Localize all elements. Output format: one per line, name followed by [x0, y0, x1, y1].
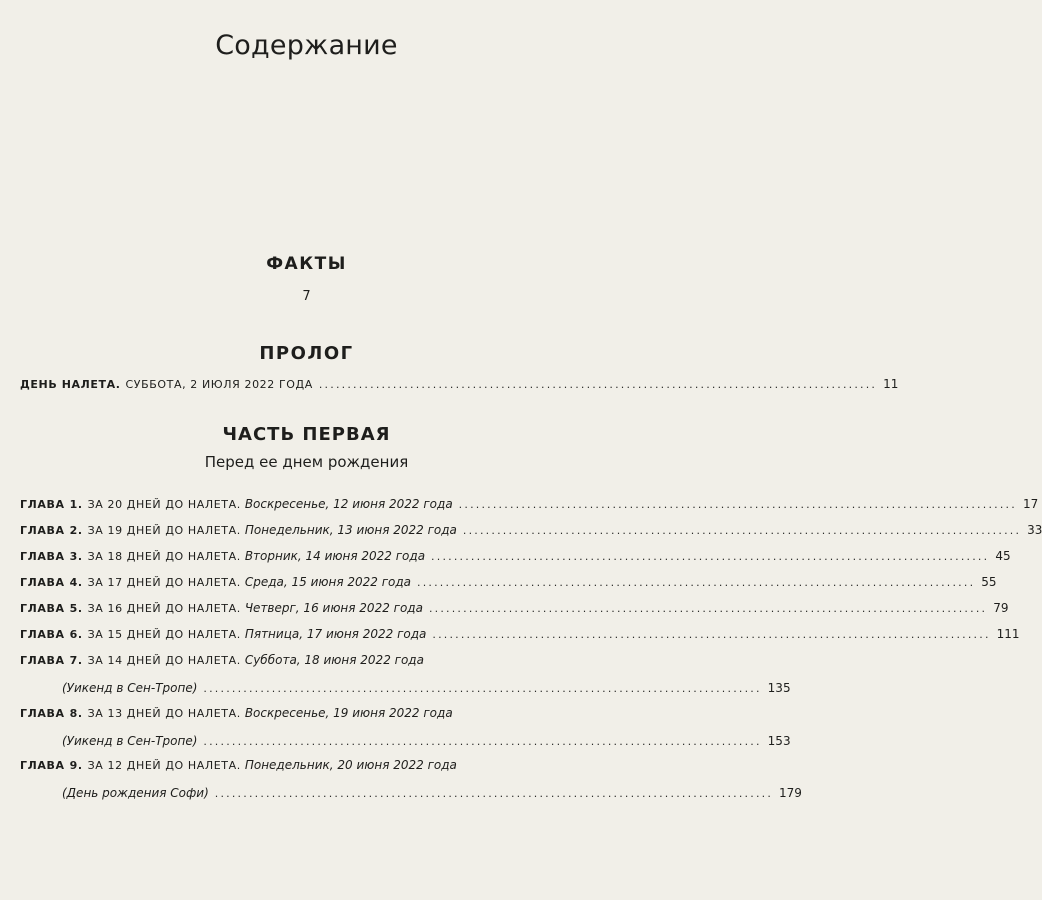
chapter-page: 17 — [1022, 497, 1039, 511]
leader-dots: .................................................................................................. — [428, 602, 988, 615]
chapter-days: ЗА 18 ДНЕЙ ДО НАЛЕТА. — [87, 550, 241, 563]
entry-label: ДЕНЬ НАЛЕТА. — [20, 378, 121, 391]
leader-dots: .................................................................................................. — [458, 498, 1017, 511]
chapter-subtitle: (Уикенд в Сен-Тропе) — [62, 734, 198, 748]
leader-dots: .................................................................................................. — [432, 628, 991, 641]
prolog-heading: ПРОЛОГ — [259, 343, 354, 364]
chapter-number: 3. — [69, 550, 83, 563]
toc-entry-chapter-9[interactable] — [20, 758, 547, 772]
toc-entry-chapter-4[interactable] — [20, 575, 997, 589]
toc-entry-chapter-9-continued[interactable] — [62, 786, 802, 800]
chapter-days: ЗА 17 ДНЕЙ ДО НАЛЕТА. — [87, 576, 241, 589]
chapter-page: 79 — [993, 601, 1009, 615]
chapter-date: Воскресенье, 19 июня 2022 года — [244, 706, 453, 720]
chapter-date: Суббота, 18 июня 2022 года — [244, 653, 424, 667]
chapter-label: ГЛАВА — [20, 576, 65, 589]
chapter-label: ГЛАВА — [20, 498, 65, 511]
facts-page-number: 7 — [302, 289, 311, 304]
leader-dots: .................................................................................................. — [203, 682, 762, 695]
chapter-label: ГЛАВА — [20, 654, 65, 667]
chapter-page: 153 — [767, 734, 791, 748]
chapter-page: 33 — [1027, 523, 1042, 537]
chapter-days: ЗА 15 ДНЕЙ ДО НАЛЕТА. — [87, 628, 241, 641]
chapter-date: Среда, 15 июня 2022 года — [244, 575, 411, 589]
chapter-subtitle: (День рождения Софи) — [62, 786, 209, 800]
chapter-number: 1. — [69, 498, 83, 511]
chapter-page: 55 — [981, 575, 997, 589]
chapter-date: Понедельник, 13 июня 2022 года — [244, 523, 457, 537]
toc-entry-chapter-7-continued[interactable] — [62, 681, 791, 695]
leader-dots: .................................................................................................. — [214, 787, 774, 800]
entry-page: 11 — [883, 377, 899, 391]
chapter-date: Понедельник, 20 июня 2022 года — [244, 758, 457, 772]
part-heading: ЧАСТЬ ПЕРВАЯ — [222, 424, 391, 445]
chapter-date: Пятница, 17 июня 2022 года — [244, 627, 427, 641]
chapter-subtitle: (Уикенд в Сен-Тропе) — [62, 681, 198, 695]
chapter-number: 4. — [69, 576, 83, 589]
toc-entry-chapter-8-continued[interactable] — [62, 734, 791, 748]
entry-text: СУББОТА, 2 ИЮЛЯ 2022 ГОДА — [125, 378, 313, 391]
chapter-number: 5. — [69, 602, 83, 615]
chapter-label: ГЛАВА — [20, 524, 65, 537]
chapter-number: 9. — [69, 759, 83, 772]
chapter-date: Воскресенье, 12 июня 2022 года — [244, 497, 453, 511]
facts-heading: ФАКТЫ — [266, 254, 347, 274]
chapter-label: ГЛАВА — [20, 628, 65, 641]
chapter-label: ГЛАВА — [20, 602, 65, 615]
chapter-days: ЗА 20 ДНЕЙ ДО НАЛЕТА. — [87, 498, 241, 511]
toc-entry-prolog[interactable] — [20, 377, 899, 391]
leader-dots: .................................................................................................. — [417, 576, 976, 589]
leader-dots: .................................................................................................. — [431, 550, 990, 563]
chapter-page: 135 — [767, 681, 791, 695]
chapter-days: ЗА 19 ДНЕЙ ДО НАЛЕТА. — [87, 524, 241, 537]
toc-entry-chapter-1[interactable] — [20, 497, 1039, 511]
chapter-days: ЗА 16 ДНЕЙ ДО НАЛЕТА. — [87, 602, 241, 615]
toc-entry-chapter-6[interactable] — [20, 627, 1020, 641]
toc-entry-chapter-8[interactable] — [20, 706, 547, 720]
leader-dots: .................................................................................................. — [203, 735, 762, 748]
chapter-label: ГЛАВА — [20, 550, 65, 563]
chapter-label: ГЛАВА — [20, 707, 65, 720]
part-subtitle: Перед ее днем рождения — [204, 453, 409, 471]
chapter-page: 179 — [779, 786, 802, 800]
page-title: Содержание — [215, 30, 398, 61]
chapter-days: ЗА 13 ДНЕЙ ДО НАЛЕТА. — [87, 707, 241, 720]
chapter-number: 7. — [69, 654, 83, 667]
leader-dots: .................................................................................................. — [462, 524, 1022, 537]
chapter-number: 8. — [69, 707, 83, 720]
chapter-date: Четверг, 16 июня 2022 года — [244, 601, 423, 615]
chapter-days: ЗА 12 ДНЕЙ ДО НАЛЕТА. — [87, 759, 241, 772]
chapter-date: Вторник, 14 июня 2022 года — [244, 549, 426, 563]
leader-dots: .................................................................................................. — [318, 378, 878, 391]
chapter-number: 6. — [69, 628, 83, 641]
toc-entry-chapter-5[interactable] — [20, 601, 1009, 615]
chapter-number: 2. — [69, 524, 83, 537]
chapter-page: 111 — [996, 627, 1020, 641]
chapter-page: 45 — [995, 549, 1011, 563]
chapter-days: ЗА 14 ДНЕЙ ДО НАЛЕТА. — [87, 654, 241, 667]
toc-entry-chapter-7[interactable] — [20, 653, 547, 667]
toc-entry-chapter-2[interactable] — [20, 523, 1042, 537]
toc-entry-chapter-3[interactable] — [20, 549, 1011, 563]
chapter-label: ГЛАВА — [20, 759, 65, 772]
